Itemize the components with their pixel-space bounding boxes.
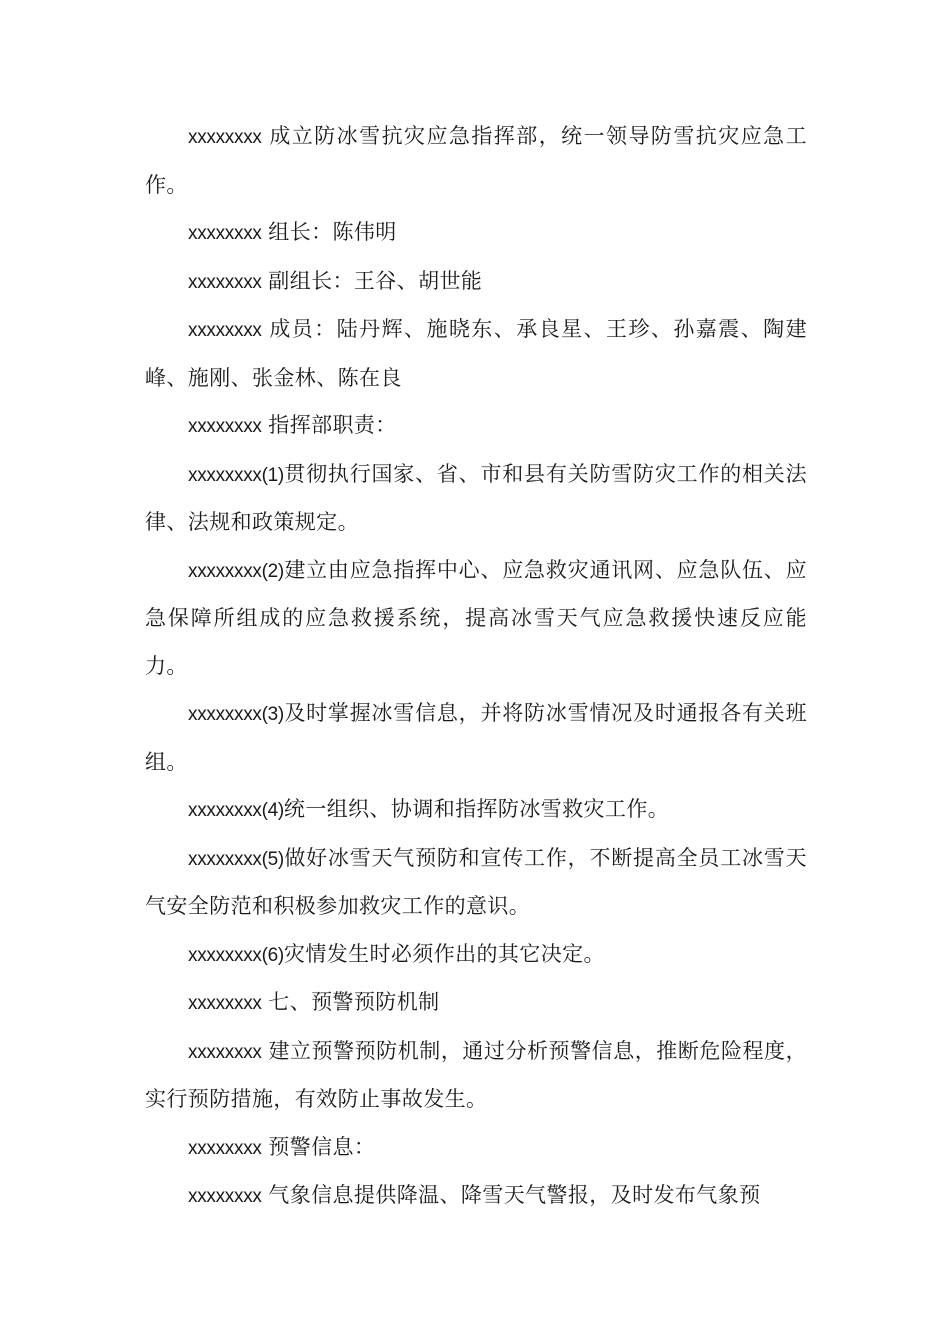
paragraph-prefix: xxxxxxxx [188, 1041, 262, 1063]
paragraph [145, 547, 807, 691]
paragraph-prefix: xxxxxxxx [188, 320, 262, 341]
paragraph-prefix: xxxxxxxx [188, 127, 262, 148]
paragraph [145, 690, 807, 786]
paragraph [145, 1028, 807, 1124]
paragraph-text: 及时掌握冰雪信息，并将防冰雪情况及时通报各有关班组。 [145, 701, 807, 774]
paragraph-prefix: xxxxxxxx [188, 993, 262, 1014]
paragraph [145, 451, 807, 547]
paragraph-text: 统一组织、协调和指挥防冰雪救灾工作。 [283, 797, 670, 821]
paragraph-text: 贯彻执行国家、省、市和县有关防雪防灾工作的相关法律、法规和政策规定。 [145, 461, 807, 534]
section-heading: 七、预警预防机制 [268, 990, 440, 1014]
paragraph [145, 402, 807, 451]
paragraph-text: 指挥部职责： [268, 413, 397, 437]
paragraph-prefix: xxxxxxxx(3) [188, 704, 284, 725]
paragraph-prefix: xxxxxxxx [188, 271, 262, 293]
paragraph-text: 灾情发生时必须作出的其它决定。 [283, 941, 605, 966]
paragraph [145, 979, 807, 1028]
paragraph [145, 931, 807, 980]
paragraph-prefix: xxxxxxxx [188, 416, 262, 437]
paragraph-prefix: xxxxxxxx(1) [188, 464, 284, 486]
paragraph-text: 成立防冰雪抗灾应急指挥部，统一领导防雪抗灾应急工作。 [145, 124, 807, 197]
paragraph [145, 258, 807, 307]
paragraph-text: 预警信息： [268, 1134, 376, 1159]
document-body [145, 113, 807, 1221]
paragraph [145, 835, 807, 931]
paragraph-prefix: xxxxxxxx [188, 223, 262, 244]
paragraph-text: 做好冰雪天气预防和宣传工作，不断提高全员工冰雪天气安全防范和积极参加救灾工作的意识。 [145, 845, 807, 918]
paragraph-text: 组长：陈伟明 [268, 220, 397, 244]
paragraph-prefix: xxxxxxxx(6) [188, 944, 284, 966]
paragraph-text: 建立由应急指挥中心、应急救灾通讯网、应急队伍、应急保障所组成的应急救援系统，提高冰雪天气应急救援快速反应能力。 [145, 557, 807, 678]
paragraph [145, 113, 807, 209]
paragraph-prefix: xxxxxxxx(5) [188, 848, 284, 870]
paragraph-text: 建立预警预防机制，通过分析预警信息，推断危险程度，实行预防措施，有效防止事故发生。 [145, 1038, 807, 1111]
paragraph-prefix: xxxxxxxx(2) [188, 560, 284, 582]
paragraph [145, 786, 807, 835]
paragraph-prefix: xxxxxxxx [188, 1186, 262, 1207]
paragraph [145, 1124, 807, 1173]
paragraph [145, 209, 807, 258]
paragraph [145, 306, 807, 402]
paragraph [145, 1172, 807, 1221]
paragraph-prefix: xxxxxxxx [188, 1137, 262, 1159]
paragraph-text: 气象信息提供降温、降雪天气警报，及时发布气象预 [268, 1183, 761, 1207]
paragraph-text: 副组长：王谷、胡世能 [268, 268, 483, 293]
paragraph-prefix: xxxxxxxx(4) [188, 800, 284, 821]
paragraph-text: 成员：陆丹辉、施晓东、承良星、王珍、孙嘉震、陶建峰、施刚、张金林、陈在良 [145, 317, 807, 390]
